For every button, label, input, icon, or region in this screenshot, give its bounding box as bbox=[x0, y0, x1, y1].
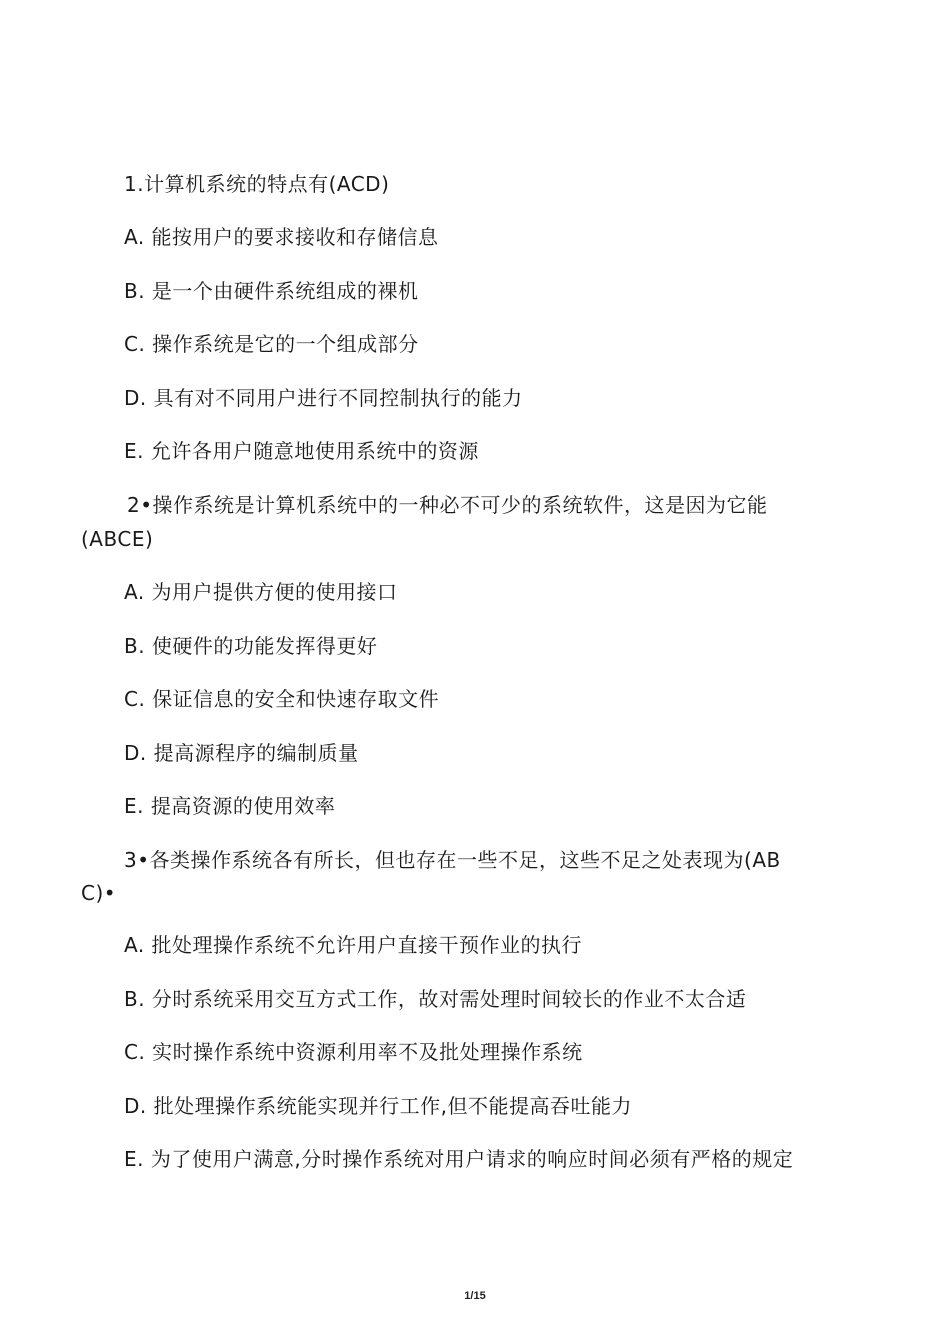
question-1-option-a: A. 能按用户的要求接收和存储信息 bbox=[124, 225, 439, 249]
question-1-option-b: B. 是一个由硬件系统组成的裸机 bbox=[124, 279, 419, 303]
question-3-option-e: E. 为了使用户满意,分时操作系统对用户请求的响应时间必须有严格的规定 bbox=[124, 1147, 794, 1171]
question-3-option-c: C. 实时操作系统中资源利用率不及批处理操作系统 bbox=[124, 1040, 583, 1064]
question-3-stem-continued: C)• bbox=[81, 881, 117, 905]
page-number: 1/15 bbox=[464, 1290, 486, 1302]
question-2-option-a: A. 为用户提供方便的使用接口 bbox=[124, 580, 398, 604]
question-3-option-b: B. 分时系统采用交互方式工作，故对需处理时间较长的作业不太合适 bbox=[124, 987, 747, 1011]
question-2-stem: 2•操作系统是计算机系统中的一种必不可少的系统软件，这是因为它能 bbox=[127, 493, 768, 517]
question-3-option-a: A. 批处理操作系统不允许用户直接干预作业的执行 bbox=[124, 933, 583, 957]
question-3-option-d: D. 批处理操作系统能实现并行工作,但不能提高吞吐能力 bbox=[124, 1094, 632, 1118]
question-2-option-b: B. 使硬件的功能发挥得更好 bbox=[124, 634, 378, 658]
question-1-option-d: D. 具有对不同用户进行不同控制执行的能力 bbox=[124, 386, 523, 410]
question-3-stem: 3•各类操作系统各有所长，但也存在一些不足，这些不足之处表现为(AB bbox=[124, 848, 781, 872]
question-2-stem-continued: (ABCE) bbox=[81, 527, 154, 551]
question-2-option-c: C. 保证信息的安全和快速存取文件 bbox=[124, 687, 440, 711]
question-1-option-e: E. 允许各用户随意地使用系统中的资源 bbox=[124, 439, 479, 463]
question-1-stem: 1.计算机系统的特点有(ACD) bbox=[124, 172, 390, 196]
question-1-option-c: C. 操作系统是它的一个组成部分 bbox=[124, 332, 419, 356]
question-2-option-d: D. 提高源程序的编制质量 bbox=[124, 741, 359, 765]
question-2-option-e: E. 提高资源的使用效率 bbox=[124, 794, 336, 818]
